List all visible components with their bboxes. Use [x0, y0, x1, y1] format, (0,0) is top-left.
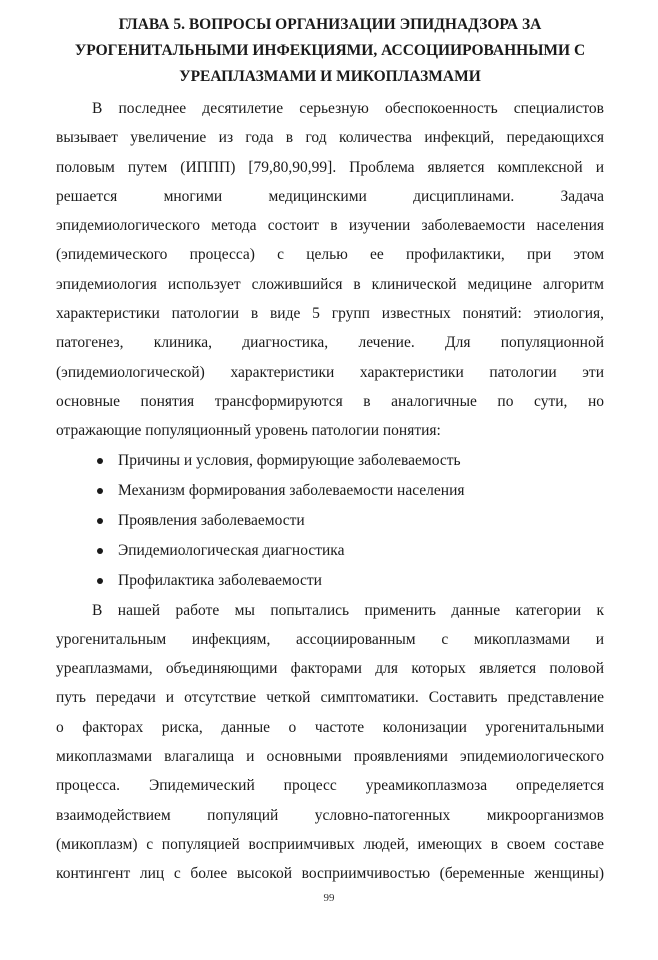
text-line: (эпидемиологической) характеристики характеристики патологии эти	[56, 363, 604, 381]
list-item	[56, 566, 604, 596]
text-line: основные понятия трансформируются в аналогичные по сути, но	[56, 392, 604, 410]
list-item	[56, 536, 604, 566]
paragraph-main	[56, 596, 604, 889]
text-line: о факторах риска, данные о частоте колонизации урогенитальными	[56, 718, 604, 736]
text-line: уреаплазмами, объединяющими факторами для которых является половой	[56, 660, 604, 678]
text-line: контингент лиц с более высокой восприимчивостью (беременные женщины)	[56, 865, 604, 883]
text-line: (микоплазм) с популяцией восприимчивых людей, имеющих в своем составе	[56, 835, 604, 853]
list-item-text: Механизм формирования заболеваемости населения	[118, 481, 465, 499]
list-item	[56, 476, 604, 506]
chapter-title-line: УРОГЕНИТАЛЬНЫМИ ИНФЕКЦИЯМИ, АССОЦИИРОВАННЫМИ С	[74, 42, 586, 59]
text-line: взаимодействием популяций условно-патогенных микроорганизмов	[56, 806, 604, 824]
list-item-text: Эпидемиологическая диагностика	[118, 541, 345, 559]
paragraph-intro	[56, 94, 604, 446]
bullet-list	[56, 446, 604, 596]
page-number: 99	[323, 892, 335, 904]
bullet-icon	[97, 578, 103, 584]
text-line: вызывает увеличение из года в год количества инфекций, передающихся	[56, 129, 604, 147]
chapter-title-line: ГЛАВА 5. ВОПРОСЫ ОРГАНИЗАЦИИ ЭПИДНАДЗОРА ЗА	[118, 16, 542, 33]
list-item	[56, 446, 604, 476]
text-line: половым путем (ИППП) [79,80,90,99]. Проблема является комплексной и	[56, 158, 604, 176]
text-line: процесса. Эпидемический процесс уреамикоплазмоза определяется	[56, 777, 604, 795]
text-line: В нашей работе мы попытались применить данные категории к	[92, 601, 604, 619]
text-line: эпидемиология использует сложившийся в клинической медицине алгоритм	[56, 275, 604, 293]
chapter-title	[56, 12, 604, 90]
text-line: В последнее десятилетие серьезную обеспокоенность специалистов	[92, 100, 604, 117]
text-line: характеристики патологии в виде 5 групп известных понятий: этиология,	[56, 305, 604, 323]
list-item-text: Проявления заболеваемости	[118, 511, 305, 529]
text-line: (эпидемического процесса) с целью ее профилактики, при этом	[56, 246, 604, 264]
text-line: отражающие популяционный уровень патологии понятия:	[56, 422, 441, 440]
list-item-text: Профилактика заболеваемости	[118, 571, 322, 589]
text-line: патогенез, клиника, диагностика, лечение. Для популяционной	[56, 334, 604, 352]
list-item-text: Причины и условия, формирующие заболеваемость	[118, 451, 461, 469]
bullet-icon	[97, 458, 103, 464]
text-line: решается многими медицинскими дисциплинами. Задача	[56, 187, 604, 205]
text-line: эпидемиологического метода состоит в изучении заболеваемости населения	[56, 217, 604, 235]
list-item	[56, 506, 604, 536]
text-line: урогенитальным инфекциям, ассоциированным с микоплазмами и	[56, 630, 604, 648]
bullet-icon	[97, 548, 103, 554]
page-content	[56, 12, 604, 889]
text-line: микоплазмами влагалища и основными проявлениями эпидемиологического	[56, 748, 604, 766]
text-line: путь передачи и отсутствие четкой симптоматики. Составить представление	[56, 689, 604, 707]
bullet-icon	[97, 488, 103, 494]
bullet-icon	[97, 518, 103, 524]
chapter-title-line: УРЕАПЛАЗМАМИ И МИКОПЛАЗМАМИ	[179, 68, 481, 85]
